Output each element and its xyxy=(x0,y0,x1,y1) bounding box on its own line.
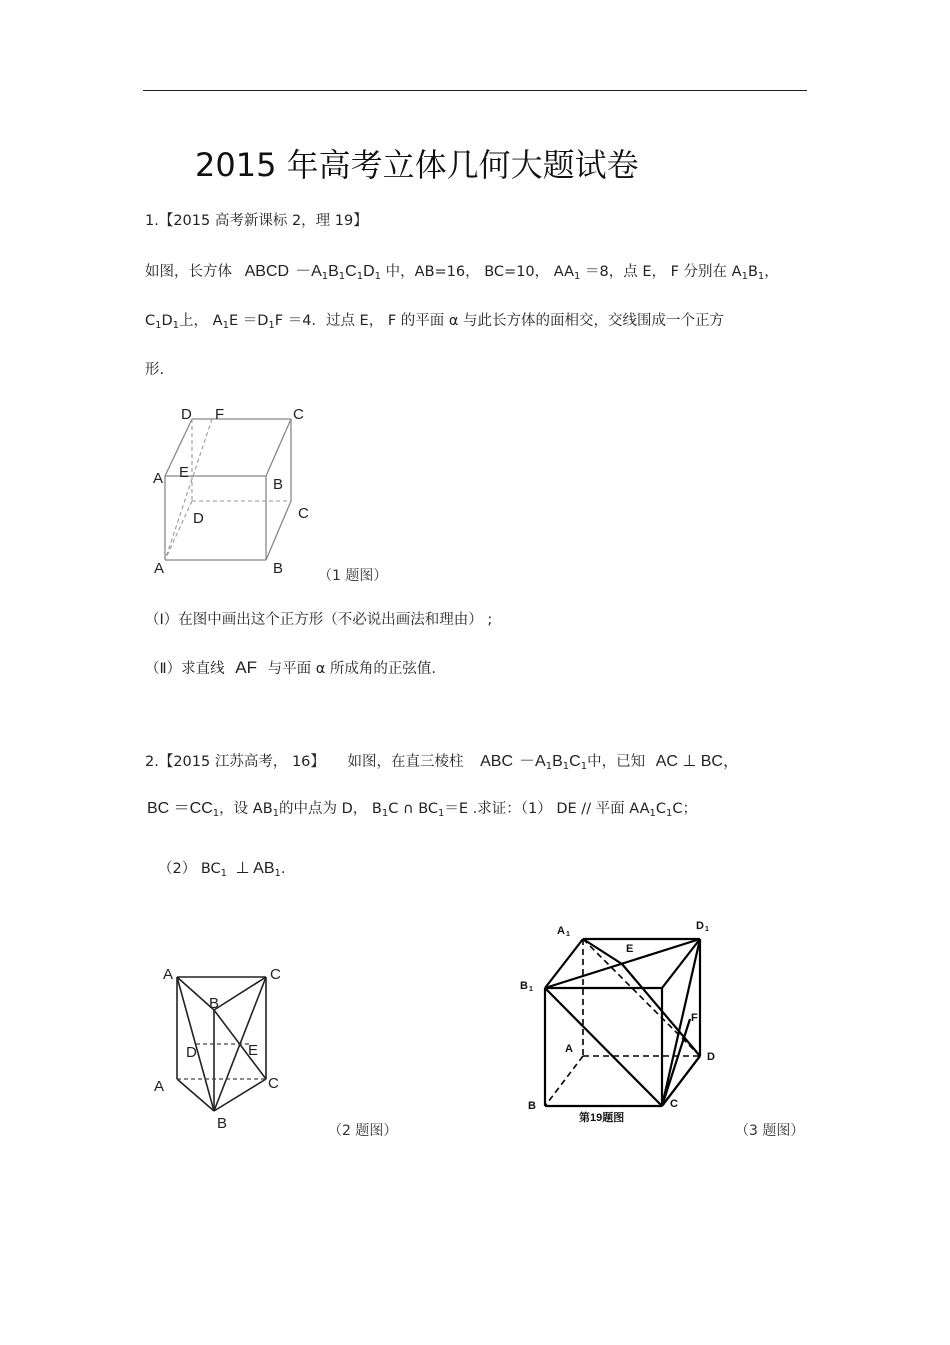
q2-line1 xyxy=(145,748,739,771)
q2-text: ，设 AB xyxy=(219,801,273,817)
q2-text: C xyxy=(655,801,667,817)
q1-text: 中，AB=16， BC=10， AA xyxy=(385,264,575,280)
q2-text: 的中点为 D， B xyxy=(279,801,382,817)
fig2-label-D: D xyxy=(186,1044,197,1061)
q1-text: ＝8，点 E， F 分别在 A xyxy=(585,264,742,280)
q2-formula: BC ＝CC xyxy=(147,800,213,817)
q1-formula: －A xyxy=(295,263,322,280)
q2-sub: 1 xyxy=(438,808,445,819)
q1-formula: C xyxy=(345,263,357,280)
q1-text: C xyxy=(145,313,156,329)
q2-sub: 1 xyxy=(545,761,553,772)
fig3-label-E: E xyxy=(626,943,634,955)
q1-sub: 1 xyxy=(321,271,329,282)
q1-sub: 1 xyxy=(356,271,364,282)
q2-formula: B xyxy=(552,753,563,770)
fig2-label-A: A xyxy=(154,1078,165,1095)
q2-formula: －A xyxy=(519,753,546,770)
q2-text: 中，已知 xyxy=(587,754,646,770)
q1-sub: 1 xyxy=(172,320,180,331)
fig3-label-F: F xyxy=(691,1012,698,1024)
figure-1-caption: （1 题图） xyxy=(318,568,388,584)
q2-sub: 1 xyxy=(580,761,588,772)
q2-sub: 1 xyxy=(274,868,281,879)
q1-sub: 1 xyxy=(574,271,581,282)
q1-formula: D xyxy=(363,263,375,280)
top-rule xyxy=(143,90,807,91)
fig3-label-B: B xyxy=(528,1100,536,1112)
q1-sub: 1 xyxy=(757,271,765,282)
q2-text: 如图，在直三棱柱 xyxy=(347,754,464,770)
q1-text: 如图，长方体 xyxy=(145,264,232,280)
q2-text: （2） BC xyxy=(158,861,221,877)
q2-formula: C xyxy=(569,753,581,770)
q2-text: ＝E .求证：（1） DE // 平面 AA xyxy=(444,801,650,817)
q1-part1: （Ⅰ）在图中画出这个正方形（不必说出画法和理由） ; xyxy=(145,612,493,628)
fig2-label-C1: C xyxy=(270,966,281,983)
fig1-label-A: A xyxy=(154,560,165,577)
fig1-label-B1: B xyxy=(273,476,284,493)
q2-sub: 1 xyxy=(562,761,570,772)
q1-sub: 1 xyxy=(155,320,162,331)
q1-text: E ＝D xyxy=(228,313,269,329)
q2-sub: 1 xyxy=(272,808,280,819)
fig1-label-D1: D xyxy=(181,406,192,423)
fig1-label-C1: C xyxy=(293,406,304,423)
figure-3-caption: （3 题图） xyxy=(735,1123,805,1139)
fig3-sub: 1 xyxy=(705,926,709,933)
q2-sub: 1 xyxy=(666,808,673,819)
fig2-label-A1: A xyxy=(163,966,174,983)
fig2-label-B1: B xyxy=(209,995,220,1012)
figure-1-cuboid xyxy=(150,400,350,580)
fig3-label-B1: B xyxy=(520,980,528,992)
q1-line2 xyxy=(145,309,724,330)
fig1-label-C: C xyxy=(298,505,309,522)
q1-sub: 1 xyxy=(374,271,382,282)
q2-sub: 1 xyxy=(212,808,220,819)
q1-sub: 1 xyxy=(741,271,748,282)
fig2-label-B: B xyxy=(217,1115,228,1132)
q1-text: B xyxy=(747,264,758,280)
q1-formula: AF xyxy=(235,658,257,677)
fig3-sub: 1 xyxy=(529,986,533,993)
fig3-inner-caption: 第19题图 xyxy=(579,1112,625,1124)
q2-formula: AC ⊥ BC， xyxy=(655,753,739,770)
q1-text: D xyxy=(161,313,173,329)
q2-sub: 1 xyxy=(381,808,389,819)
q1-formula: B xyxy=(328,263,339,280)
q2-formula: ABC xyxy=(480,753,514,770)
q1-header: 1.【2015 高考新课标 2，理 19】 xyxy=(145,213,368,229)
q1-formula: ABCD xyxy=(244,263,290,280)
q1-text: 上， A xyxy=(179,313,223,329)
figure-3-cuboid xyxy=(510,910,740,1125)
q1-text: （Ⅱ）求直线 xyxy=(145,661,225,677)
fig1-label-A1: A xyxy=(153,470,164,487)
fig1-label-E: E xyxy=(179,464,190,481)
q2-line3 xyxy=(158,857,285,878)
fig3-label-C: C xyxy=(670,1098,678,1110)
q1-sub: 1 xyxy=(222,320,229,331)
q2-text: C； xyxy=(672,801,698,817)
fig3-label-A1: A xyxy=(557,925,565,937)
q2-formula: ⊥ AB xyxy=(235,860,275,877)
fig1-label-B: B xyxy=(273,560,284,577)
figure-2-prism xyxy=(150,960,300,1135)
fig3-sub: 1 xyxy=(566,931,570,938)
fig3-label-D1: D xyxy=(696,920,704,932)
q1-text: F ＝4．过点 E， F 的平面 α 与此长方体的面相交，交线围成一个正方 xyxy=(274,313,725,329)
fig1-label-F: F xyxy=(215,406,225,423)
fig1-label-D: D xyxy=(193,510,204,527)
q1-sub: 1 xyxy=(268,320,275,331)
q1-line3: 形. xyxy=(145,362,165,378)
fig3-label-D: D xyxy=(707,1051,715,1063)
q2-sub: 1 xyxy=(220,868,228,879)
q2-header: 2.【2015 江苏高考， 16】 xyxy=(145,754,325,770)
q2-text: C ∩ BC xyxy=(388,801,439,817)
figure-2-caption: （2 题图） xyxy=(328,1123,398,1139)
fig2-label-C: C xyxy=(268,1075,279,1092)
q1-line1 xyxy=(145,258,779,281)
q1-sub: 1 xyxy=(338,271,346,282)
q2-line2 xyxy=(147,795,697,818)
q2-text: . xyxy=(280,861,286,877)
fig3-label-A: A xyxy=(565,1043,573,1055)
q1-text: 与平面 α 所成角的正弦值. xyxy=(267,661,436,677)
q2-sub: 1 xyxy=(649,808,656,819)
q1-part2 xyxy=(145,657,436,678)
q1-text: ， xyxy=(764,264,779,280)
fig2-label-E: E xyxy=(248,1042,259,1059)
page-title: 2015 年高考立体几何大题试卷 xyxy=(195,146,639,184)
